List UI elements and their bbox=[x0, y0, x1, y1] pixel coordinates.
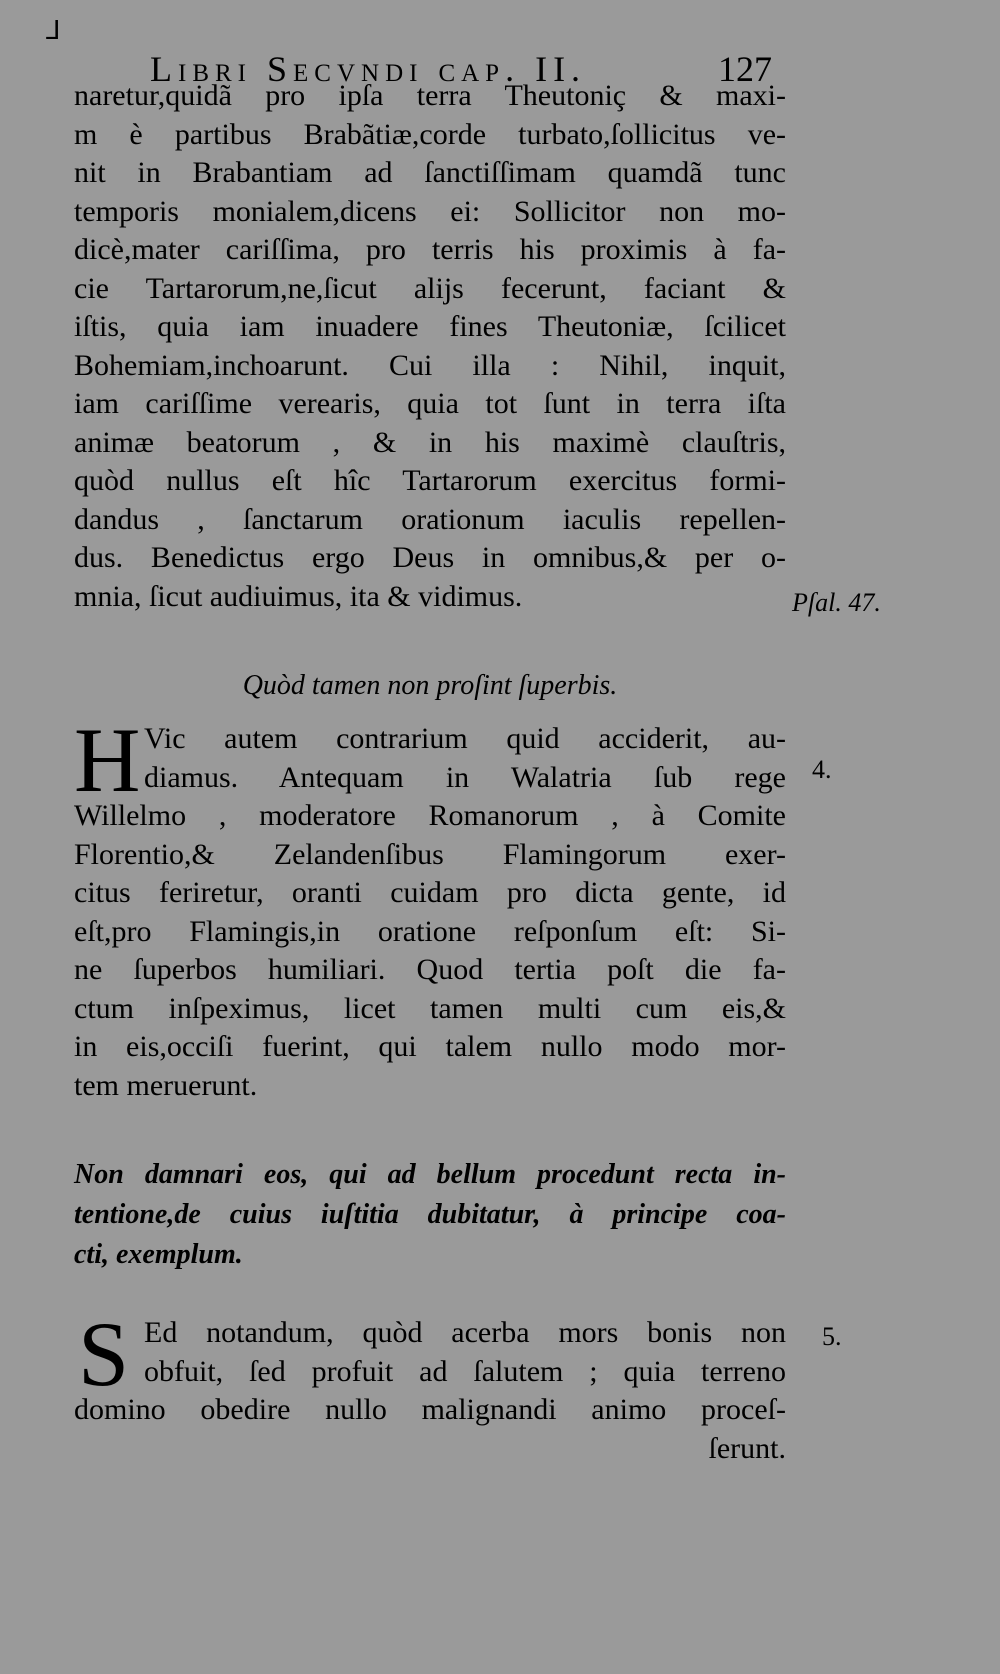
text-line: mnia, ſicut audiuimus, ita & vidimus. bbox=[74, 579, 523, 613]
text-line: Bohemiam,inchoarunt. Cui illa : Nihil, inquit, bbox=[74, 348, 786, 382]
text-line: temporis monialem,dicens ei: Sollicitor non mo- bbox=[74, 194, 786, 228]
text-line: cie Tartarorum,ne,ſicut alijs fecerunt, faciant & bbox=[74, 271, 786, 305]
text-line: eſt,pro Flamingis,in oratione reſponſum eſt: Si- bbox=[74, 914, 786, 948]
text-line: diamus. Antequam in Walatria ſub rege bbox=[144, 760, 786, 794]
text-line: Florentio,& Zelandenſibus Flamingorum exer- bbox=[74, 837, 786, 871]
text-line: m è partibus Brabãtiæ,corde turbato,ſollicitus ve- bbox=[74, 117, 786, 151]
text-line: tem meruerunt. bbox=[74, 1068, 258, 1102]
text-line: iam cariſſime verearis, quia tot ſunt in terra iſta bbox=[74, 387, 786, 420]
text-line: dus. Benedictus ergo Deus in omnibus,& per o- bbox=[74, 541, 786, 574]
text-line: citus feriretur, oranti cuidam pro dicta gente, id bbox=[74, 876, 786, 909]
text-line: dandus , ſanctarum orationum iaculis repellen- bbox=[74, 502, 786, 536]
drop-cap: S bbox=[78, 1303, 130, 1405]
text-line: iſtis, quia iam inuadere fines Theutoniæ, ſcilicet bbox=[74, 310, 786, 343]
text-line: domino obedire nullo malignandi animo proceſ- bbox=[74, 1393, 786, 1426]
page-number: 127 bbox=[718, 49, 772, 89]
text-line: ſerunt. bbox=[708, 1431, 786, 1465]
text-line: nit in Brabantiam ad ſanctiſſimam quamdã tunc bbox=[74, 156, 786, 189]
text-line: animæ beatorum , & in his maximè clauſtris, bbox=[74, 425, 786, 459]
text-line: Willelmo , moderatore Romanorum , à Comite bbox=[74, 799, 786, 832]
paragraph-3 bbox=[74, 1303, 786, 1468]
title-line: cti, exemplum. bbox=[74, 1239, 243, 1270]
margin-note-number-4: 4. bbox=[812, 755, 832, 784]
section-title-2 bbox=[74, 1155, 786, 1275]
running-title: Libri Secvndi cap. II. bbox=[150, 49, 587, 89]
paragraph-2 bbox=[74, 709, 786, 1105]
drop-cap: H bbox=[74, 709, 141, 811]
text-line: Ed notandum, quòd acerba mors bonis non bbox=[144, 1316, 786, 1349]
text-line: ctum inſpeximus, licet tamen multi cum eis,& bbox=[74, 991, 786, 1025]
text-line: in eis,occiſi fuerint, qui talem nullo modo mor- bbox=[74, 1030, 786, 1063]
text-line: ne ſuperbos humiliari. Quod tertia poſt die fa- bbox=[74, 953, 786, 986]
text-line: Vic autem contrarium quid acciderit, au- bbox=[144, 722, 786, 755]
section-title-1: Quòd tamen non proſint ſuperbis. bbox=[242, 670, 618, 701]
title-line: Non damnari eos, qui ad bellum procedunt recta in- bbox=[74, 1159, 786, 1190]
title-line: tentione,de cuius iuſtitia dubitatur, à principe coa- bbox=[74, 1199, 786, 1230]
text-line: naretur,quidã pro ipſa terra Theutoniç & maxi- bbox=[74, 79, 786, 112]
margin-note-psalm: Pſal. 47. bbox=[792, 588, 881, 617]
text-line: obfuit, ſed profuit ad ſalutem ; quia terreno bbox=[144, 1354, 786, 1388]
margin-note-number-5: 5. bbox=[822, 1322, 842, 1351]
paragraph-1 bbox=[74, 77, 786, 616]
corner-mark: ⅃ bbox=[46, 16, 61, 46]
text-line: dicè,mater cariſſima, pro terris his proximis à fa- bbox=[74, 233, 786, 266]
text-line: quòd nullus eſt hîc Tartarorum exercitus formi- bbox=[74, 464, 786, 497]
